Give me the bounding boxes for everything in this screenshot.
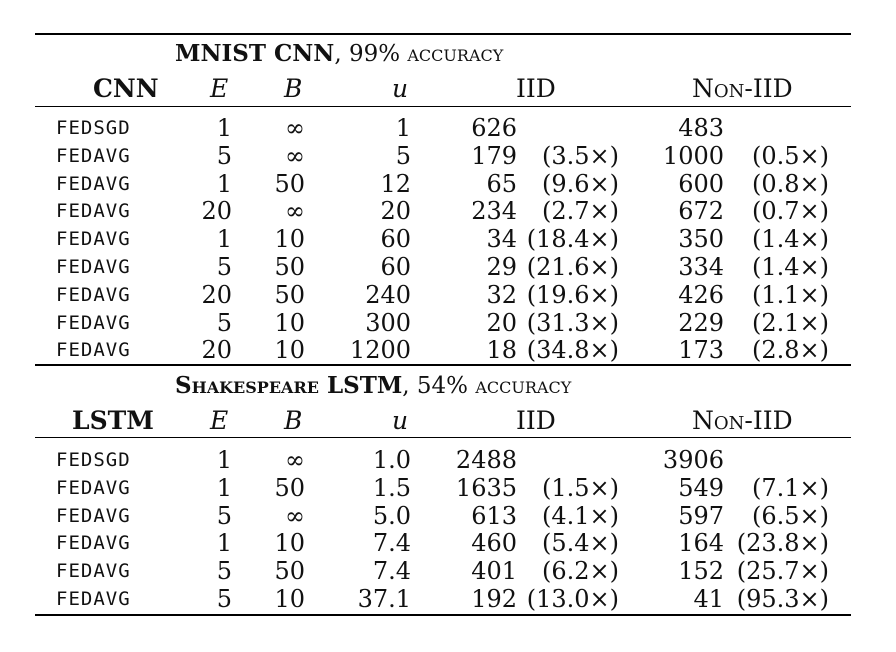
iid-rounds-cell: 32 <box>486 280 517 309</box>
epochs-cell: 5 <box>216 501 232 530</box>
batch-cell: 10 <box>274 529 305 558</box>
noniid-rounds-cell: 672 <box>678 197 724 226</box>
iid-rounds-cell: 65 <box>486 169 517 198</box>
iid-rounds-cell: 192 <box>471 585 517 613</box>
iid-speedup-cell: (31.3×) <box>526 308 619 337</box>
table-row <box>0 585 896 613</box>
method-cell: FEDAVG <box>56 504 131 527</box>
iid-rounds-cell: 401 <box>471 557 517 586</box>
method-cell: FEDAVG <box>56 560 131 583</box>
noniid-speedup-cell: (1.4×) <box>751 253 829 281</box>
table-row <box>0 142 896 170</box>
epochs-cell: 5 <box>216 308 232 337</box>
batch-cell: 10 <box>274 336 305 365</box>
batch-cell: 50 <box>274 557 305 586</box>
noniid-rounds-cell: 334 <box>678 253 724 281</box>
updates-cell: 240 <box>365 280 411 309</box>
noniid-rounds-cell: 1000 <box>662 141 724 170</box>
method-cell: FEDAVG <box>56 256 131 278</box>
iid-rounds-cell: 20 <box>486 308 517 337</box>
table-row <box>0 502 896 530</box>
batch-cell: 50 <box>274 169 305 198</box>
iid-speedup-cell: (2.7×) <box>541 197 619 226</box>
table-row <box>0 529 896 557</box>
iid-speedup-cell: (34.8×) <box>526 336 619 365</box>
table-row <box>0 557 896 585</box>
batch-cell: 50 <box>274 253 305 281</box>
method-cell: FEDSGD <box>56 449 131 471</box>
noniid-rounds-cell: 164 <box>678 529 724 558</box>
column-header-batch: B <box>284 406 303 435</box>
noniid-rounds-cell: 549 <box>678 473 724 502</box>
column-header-model: CNN <box>93 74 159 103</box>
noniid-rounds-cell: 3906 <box>662 446 724 474</box>
epochs-cell: 20 <box>201 336 232 365</box>
batch-cell: 50 <box>274 280 305 309</box>
updates-cell: 1200 <box>349 336 411 365</box>
epochs-cell: 1 <box>216 169 232 198</box>
epochs-cell: 1 <box>216 473 232 502</box>
iid-rounds-cell: 29 <box>486 253 517 281</box>
batch-cell: 50 <box>274 473 305 502</box>
iid-speedup-cell: (18.4×) <box>526 225 619 254</box>
noniid-rounds-cell: 426 <box>678 280 724 309</box>
noniid-speedup-cell: (2.8×) <box>751 336 829 365</box>
noniid-speedup-cell: (7.1×) <box>751 473 829 502</box>
batch-cell: ∞ <box>285 197 305 226</box>
noniid-speedup-cell: (0.7×) <box>751 197 829 226</box>
method-cell: FEDAVG <box>56 228 131 251</box>
column-header-batch: B <box>284 74 303 103</box>
column-header-iid: IID <box>516 74 556 103</box>
updates-cell: 37.1 <box>357 585 411 613</box>
iid-speedup-cell: (1.5×) <box>541 473 619 502</box>
iid-speedup-cell: (6.2×) <box>541 557 619 586</box>
epochs-cell: 5 <box>216 253 232 281</box>
batch-cell: ∞ <box>285 446 305 474</box>
noniid-speedup-cell: (1.4×) <box>751 225 829 254</box>
method-cell: FEDAVG <box>56 172 131 195</box>
method-cell: FEDAVG <box>56 144 131 167</box>
section-title-model: Shakespeare LSTM <box>175 372 403 399</box>
noniid-speedup-cell: (6.5×) <box>751 501 829 530</box>
bottom-rule <box>35 614 851 616</box>
iid-speedup-cell: (4.1×) <box>541 501 619 530</box>
iid-rounds-cell: 34 <box>486 225 517 254</box>
table-row <box>0 170 896 198</box>
noniid-speedup-cell: (25.7×) <box>736 557 829 586</box>
section-title-model: MNIST CNN <box>175 40 335 67</box>
noniid-rounds-cell: 350 <box>678 225 724 254</box>
method-cell: FEDAVG <box>56 311 131 334</box>
section-title-accuracy: , 99% accuracy <box>334 41 504 67</box>
method-cell: FEDAVG <box>56 200 131 223</box>
table-row <box>0 281 896 309</box>
epochs-cell: 1 <box>216 446 232 474</box>
batch-cell: 10 <box>274 585 305 613</box>
iid-speedup-cell: (3.5×) <box>541 141 619 170</box>
updates-cell: 20 <box>380 197 411 226</box>
method-cell: FEDAVG <box>56 588 131 610</box>
updates-cell: 7.4 <box>372 529 411 558</box>
updates-cell: 1 <box>395 114 411 142</box>
column-header-updates: u <box>392 74 409 103</box>
updates-cell: 7.4 <box>372 557 411 586</box>
noniid-speedup-cell: (95.3×) <box>736 585 829 613</box>
noniid-rounds-cell: 597 <box>678 501 724 530</box>
header-rule <box>35 106 851 107</box>
noniid-speedup-cell: (23.8×) <box>736 529 829 558</box>
column-header-model: LSTM <box>72 406 154 435</box>
noniid-speedup-cell: (0.5×) <box>751 141 829 170</box>
table-row <box>0 446 896 474</box>
iid-rounds-cell: 18 <box>486 336 517 365</box>
table-row <box>0 309 896 337</box>
noniid-rounds-cell: 600 <box>678 169 724 198</box>
updates-cell: 300 <box>365 308 411 337</box>
section-title <box>175 40 503 67</box>
method-cell: FEDAVG <box>56 476 131 499</box>
iid-speedup-cell: (13.0×) <box>526 585 619 613</box>
noniid-rounds-cell: 173 <box>678 336 724 365</box>
updates-cell: 1.5 <box>372 473 411 502</box>
updates-cell: 1.0 <box>372 446 411 474</box>
column-header-noniid: Non-IID <box>692 406 793 435</box>
iid-speedup-cell: (5.4×) <box>541 529 619 558</box>
iid-speedup-cell: (19.6×) <box>526 280 619 309</box>
column-header-epochs: E <box>210 74 229 103</box>
batch-cell: ∞ <box>285 114 305 142</box>
batch-cell: 10 <box>274 308 305 337</box>
table-row <box>0 197 896 225</box>
epochs-cell: 5 <box>216 141 232 170</box>
noniid-speedup-cell: (0.8×) <box>751 169 829 198</box>
header-rule <box>35 437 851 438</box>
method-cell: FEDAVG <box>56 532 131 555</box>
epochs-cell: 1 <box>216 114 232 142</box>
method-cell: FEDSGD <box>56 117 131 139</box>
noniid-speedup-cell: (2.1×) <box>751 308 829 337</box>
section-title-accuracy: , 54% accuracy <box>402 373 572 399</box>
iid-rounds-cell: 460 <box>471 529 517 558</box>
iid-speedup-cell: (21.6×) <box>526 253 619 281</box>
updates-cell: 5.0 <box>372 501 411 530</box>
iid-rounds-cell: 2488 <box>455 446 517 474</box>
noniid-rounds-cell: 152 <box>678 557 724 586</box>
table-row <box>0 474 896 502</box>
noniid-rounds-cell: 41 <box>693 585 724 613</box>
epochs-cell: 20 <box>201 280 232 309</box>
iid-rounds-cell: 613 <box>471 501 517 530</box>
iid-rounds-cell: 234 <box>471 197 517 226</box>
table-row <box>0 114 896 142</box>
column-header-iid: IID <box>516 406 556 435</box>
updates-cell: 60 <box>380 253 411 281</box>
updates-cell: 12 <box>380 169 411 198</box>
iid-rounds-cell: 626 <box>471 114 517 142</box>
epochs-cell: 20 <box>201 197 232 226</box>
column-header-updates: u <box>392 406 409 435</box>
table-row <box>0 225 896 253</box>
noniid-rounds-cell: 229 <box>678 308 724 337</box>
updates-cell: 60 <box>380 225 411 254</box>
batch-cell: ∞ <box>285 141 305 170</box>
updates-cell: 5 <box>395 141 411 170</box>
epochs-cell: 1 <box>216 529 232 558</box>
section-title <box>175 372 571 399</box>
batch-cell: ∞ <box>285 501 305 530</box>
epochs-cell: 5 <box>216 557 232 586</box>
iid-rounds-cell: 179 <box>471 141 517 170</box>
column-header-noniid: Non-IID <box>692 74 793 103</box>
top-rule <box>35 33 851 35</box>
noniid-speedup-cell: (1.1×) <box>751 280 829 309</box>
batch-cell: 10 <box>274 225 305 254</box>
method-cell: FEDAVG <box>56 283 131 306</box>
epochs-cell: 1 <box>216 225 232 254</box>
method-cell: FEDAVG <box>56 339 131 362</box>
epochs-cell: 5 <box>216 585 232 613</box>
table-row <box>0 336 896 364</box>
table-row <box>0 253 896 281</box>
noniid-rounds-cell: 483 <box>678 114 724 142</box>
iid-rounds-cell: 1635 <box>455 473 517 502</box>
iid-speedup-cell: (9.6×) <box>541 169 619 198</box>
column-header-epochs: E <box>210 406 229 435</box>
